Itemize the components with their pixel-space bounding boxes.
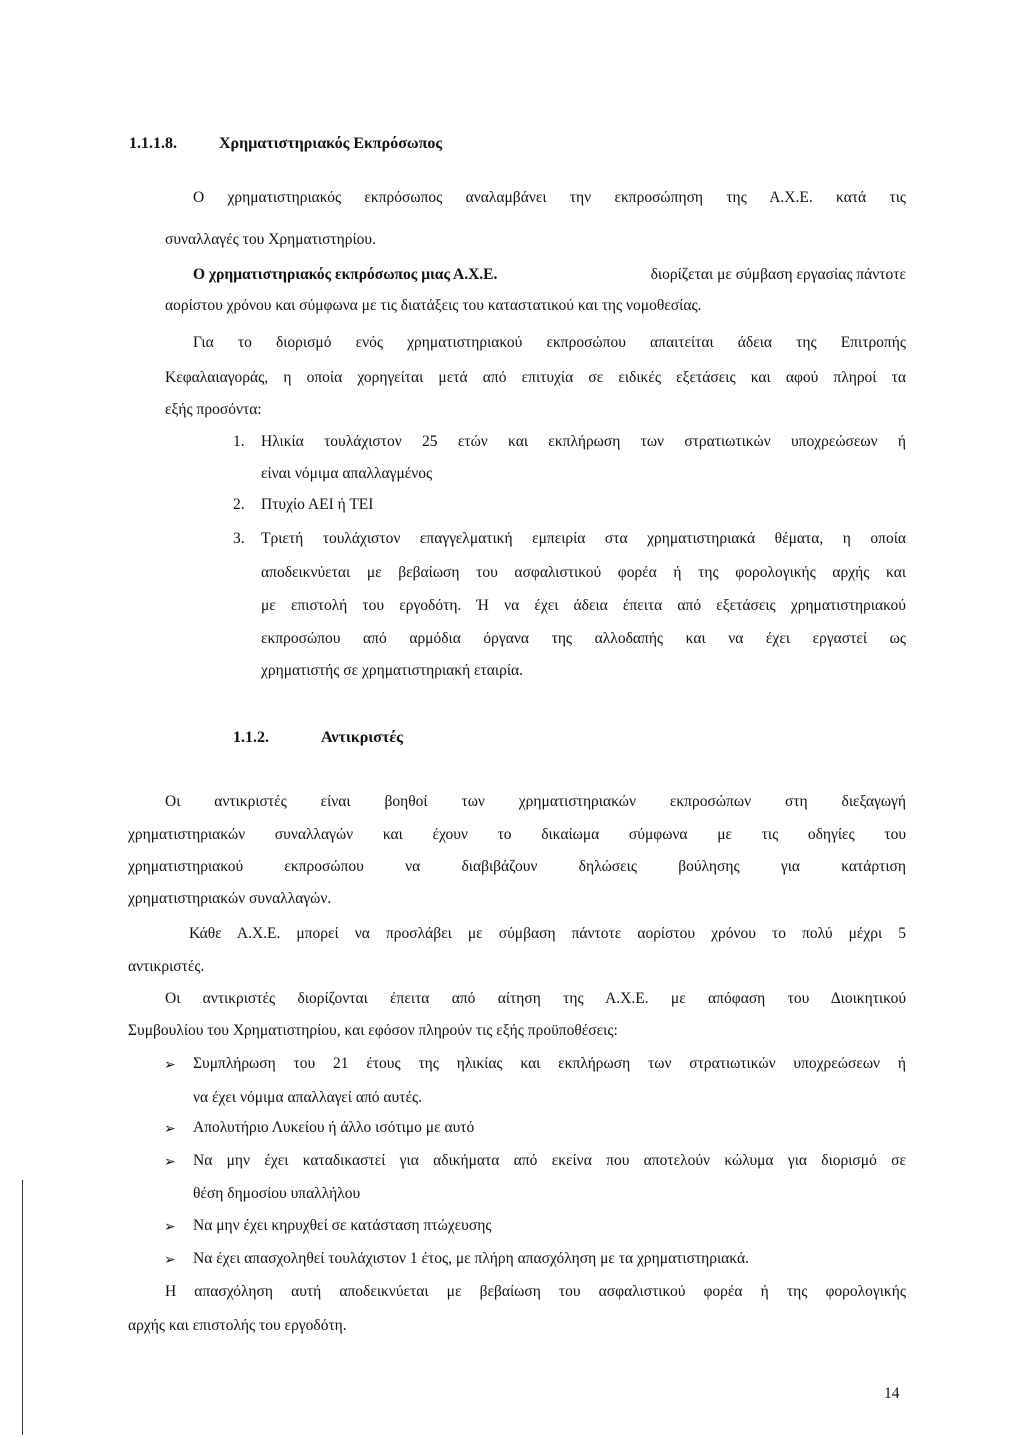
section-1-title: Χρηματιστηριακός Εκπρόσωπος	[219, 135, 443, 152]
section-2-number: 1.1.2.	[233, 729, 269, 746]
bullet-1-line1: Συμπλήρωση του 21 έτους της ηλικίας και εκπλήρωση των στρατιωτικών υποχρεώσεων ή	[193, 1055, 906, 1072]
list-item-3-line3: με επιστολή του εργοδότη. Ή να έχει άδεια έπειτα από εξετάσεις χρηματιστηριακού	[261, 597, 906, 614]
s1-p3-line3: εξής προσόντα:	[165, 401, 262, 418]
s2-p1-line4: χρηματιστηριακών συναλλαγών.	[128, 890, 332, 907]
s1-p1-line1: Ο χρηματιστηριακός εκπρόσωπος αναλαμβάνει την εκπροσώπηση της Α.Χ.Ε. κατά τις	[193, 189, 906, 206]
s2-p1-line2: χρηματιστηριακών συναλλαγών και έχουν το δικαίωμα σύμφωνα με τις οδηγίες του	[128, 826, 906, 843]
s2-p1-line3: χρηματιστηριακού εκπροσώπου να διαβιβάζουν δηλώσεις βούλησης για κατάρτιση	[128, 858, 906, 875]
arrow-bullet-icon: ➢	[164, 1219, 176, 1235]
s2-p2-line2: αντικριστές.	[128, 958, 205, 975]
s2-p3-line1: Οι αντικριστές διορίζονται έπειτα από αίτηση της Α.Χ.Ε. με απόφαση του Διοικητικού	[165, 990, 906, 1007]
arrow-bullet-icon: ➢	[164, 1154, 176, 1170]
list-item-3-line2: αποδεικνύεται με βεβαίωση του ασφαλιστικού φορέα ή της φορολογικής αρχής και	[261, 564, 906, 581]
s2-p2-line1: Κάθε Α.Χ.Ε. μπορεί να προσλάβει με σύμβαση πάντοτε αορίστου χρόνου το πολύ μέχρι 5	[189, 925, 906, 942]
s2-p3-line2: Συμβουλίου του Χρηματιστηρίου, και εφόσον πληρούν τις εξής προϋποθέσεις:	[128, 1022, 618, 1039]
list-item-1-number: 1.	[233, 433, 245, 450]
list-item-1-line2: είναι νόμιμα απαλλαγμένος	[261, 465, 433, 482]
margin-rule	[22, 1180, 23, 1435]
section-1-number: 1.1.1.8.	[129, 135, 177, 152]
s1-p3-line1: Για το διορισμό ενός χρηματιστηριακού εκπροσώπου απαιτείται άδεια της Επιτροπής	[193, 334, 906, 351]
arrow-bullet-icon: ➢	[164, 1057, 176, 1073]
list-item-3-number: 3.	[233, 530, 245, 547]
list-item-2-line1: Πτυχίο ΑΕΙ ή ΤΕΙ	[261, 496, 374, 513]
s2-p4-line2: αρχής και επιστολής του εργοδότη.	[128, 1317, 347, 1334]
list-item-3-line4: εκπροσώπου από αρμόδια όργανα της αλλοδαπής και να έχει εργαστεί ως	[261, 630, 906, 647]
s1-p2-bold-phrase: Ο χρηματιστηριακός εκπρόσωπος μιας Α.Χ.Ε.	[193, 266, 498, 283]
list-item-3-line1: Τριετή τουλάχιστον επαγγελματική εμπειρία στα χρηματιστηριακά θέματα, η οποία	[261, 530, 906, 547]
bullet-1-line2: να έχει νόμιμα απαλλαγεί από αυτές.	[193, 1089, 422, 1106]
s1-p3-line2: Κεφαλαιαγοράς, η οποία χορηγείται μετά από επιτυχία σε ειδικές εξετάσεις και αφού πληροί τα	[165, 369, 906, 386]
list-item-2-number: 2.	[233, 496, 245, 513]
s1-p1-line2: συναλλαγές του Χρηματιστηρίου.	[165, 231, 376, 248]
s1-p2-rest: διορίζεται με σύμβαση εργασίας πάντοτε	[650, 266, 906, 283]
arrow-bullet-icon: ➢	[164, 1252, 176, 1268]
s2-p4-line1: Η απασχόληση αυτή αποδεικνύεται με βεβαίωση του ασφαλιστικού φορέα ή της φορολογικής	[165, 1283, 906, 1300]
page-number: 14	[884, 1385, 900, 1402]
bullet-3-line1: Να μην έχει καταδικαστεί για αδικήματα από εκείνα που αποτελούν κώλυμα για διορισμό σε	[193, 1152, 906, 1169]
s2-p1-line1: Οι αντικριστές είναι βοηθοί των χρηματιστηριακών εκπροσώπων στη διεξαγωγή	[165, 793, 906, 810]
bullet-3-line2: θέση δημοσίου υπαλλήλου	[193, 1185, 361, 1202]
s1-p2-line1	[193, 266, 906, 284]
list-item-3-line5: χρηματιστής σε χρηματιστηριακή εταιρία.	[261, 662, 523, 679]
s1-p2-line2: αορίστου χρόνου και σύμφωνα με τις διατάξεις του καταστατικού και της νομοθεσίας.	[165, 297, 702, 314]
section-2-title: Αντικριστές	[321, 729, 403, 746]
bullet-2-line1: Απολυτήριο Λυκείου ή άλλο ισότιμο με αυτό	[193, 1119, 475, 1136]
bullet-5-line1: Να έχει απασχοληθεί τουλάχιστον 1 έτος, με πλήρη απασχόληση με τα χρηματιστηριακά.	[193, 1250, 749, 1267]
list-item-1-line1: Ηλικία τουλάχιστον 25 ετών και εκπλήρωση των στρατιωτικών υποχρεώσεων ή	[261, 433, 906, 450]
bullet-4-line1: Να μην έχει κηρυχθεί σε κατάσταση πτώχευσης	[193, 1217, 492, 1234]
arrow-bullet-icon: ➢	[164, 1121, 176, 1137]
